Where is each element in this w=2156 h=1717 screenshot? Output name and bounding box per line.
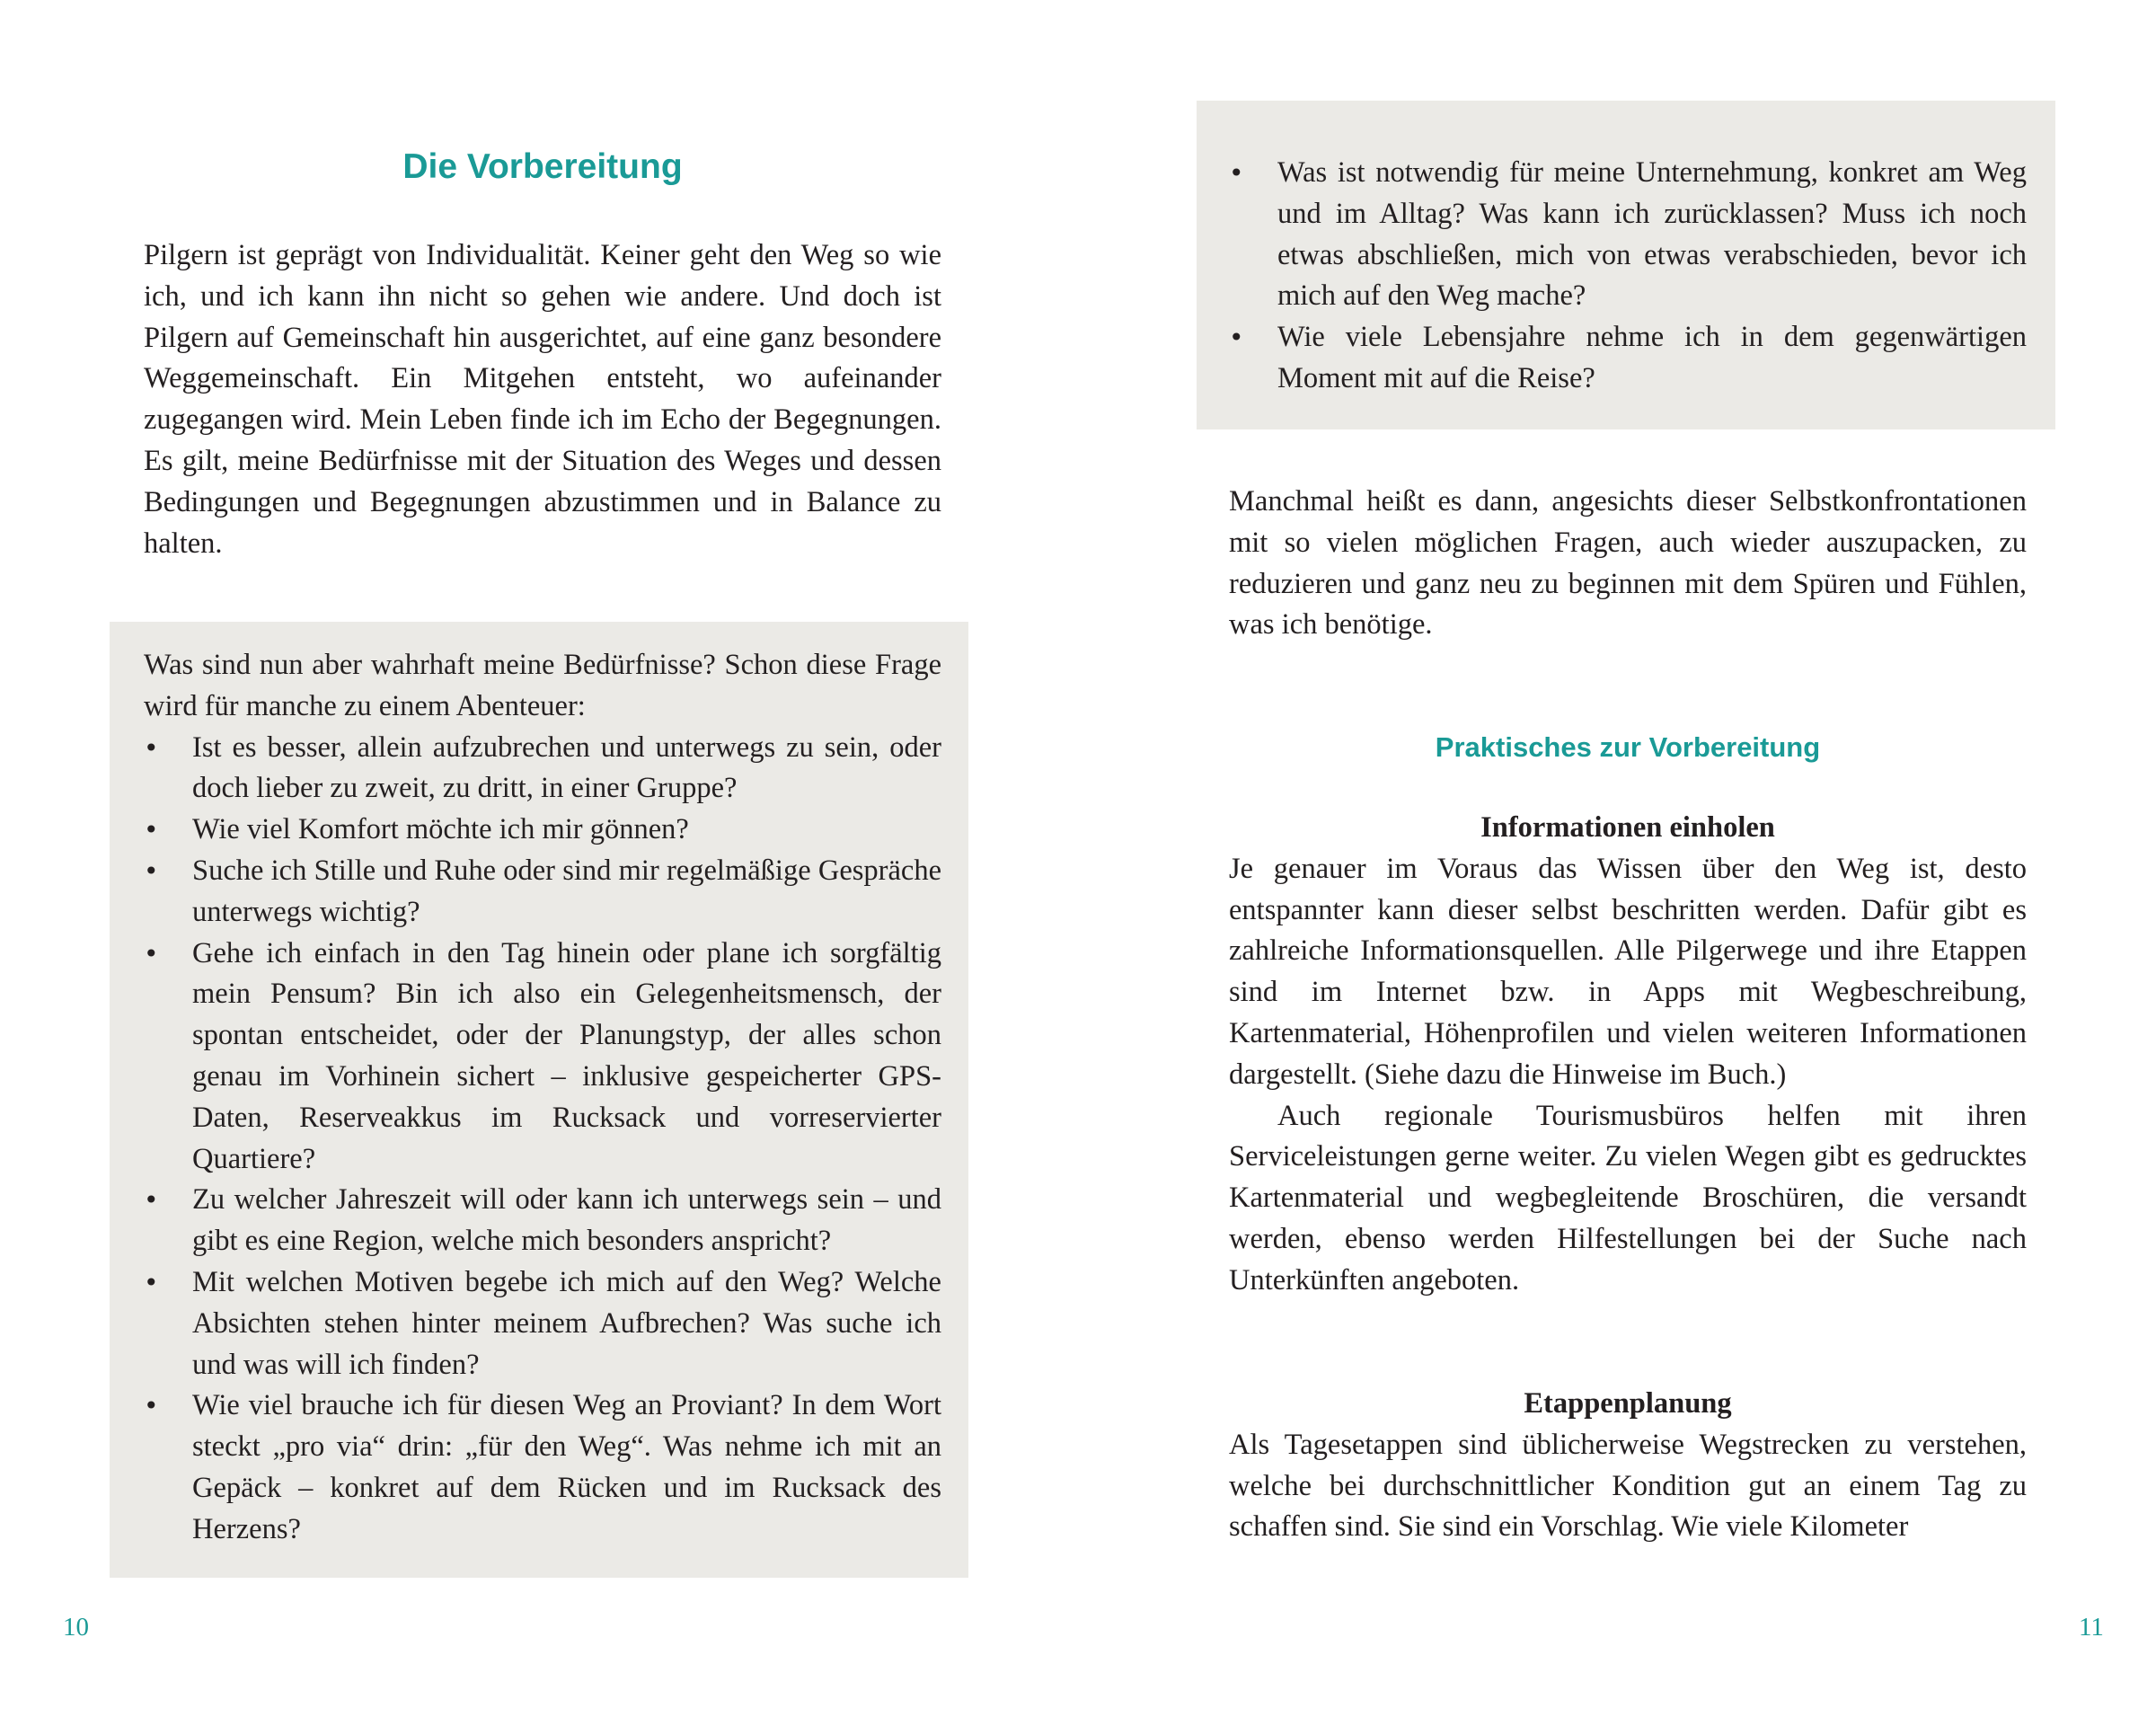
list-item: • Mit welchen Motiven begebe ich mich auf den Weg? Welche Absichten stehen hinter meinem Aufbrechen? Was suche ich und was will ich finden? [144,1262,941,1385]
page-number: 11 [2079,1613,2104,1642]
list-item: • Ist es besser, allein aufzubrechen und unterwegs zu sein, oder doch lieber zu zweit, zu dritt, in einer Gruppe? [144,728,941,810]
list-item: • Was ist notwendig für meine Unternehmung, konkret am Weg und im Alltag? Was kann ich zurücklassen? Muss ich noch etwas abschließen, mich von etwas verabschieden, bevor ich mich auf den Weg mache? [1229,153,2027,317]
intro-paragraph: Pilgern ist geprägt von Individualität. Keiner geht den Weg so wie ich, und ich kann ihn nicht so gehen wie andere. Und doch ist Pilgern auf Gemeinschaft hin ausgerichtet, auf eine ganz besondere Weggemeinschaft. Ein Mitgehen entsteht, wo aufeinander zugegangen wird. Mein Leben finde ich im Echo der Begegnungen. Es gilt, meine Bedürfnisse mit der Situation des Weges und dessen Bedingungen und Begegnungen abzustimmen und in Balance zu halten. [144,239,941,560]
body-paragraph: Als Tagesetappen sind üblicherweise Wegstrecken zu verstehen, welche bei durchschnittlicher Kondition gut an einem Tag zu schaffen sind. Sie sind ein Vorschlag. Wie viele Kilometer [1229,1428,2027,1544]
body-paragraph: Je genauer im Voraus das Wissen über den Weg ist, desto entspannter kann dieser selbst beschritten werden. Dafür gibt es zahlreiche Informationsquellen. Alle Pilgerwege und ihre Etappen sind im Internet bzw. in Apps mit Wegbeschreibung, Kartenmaterial, Höhenprofilen und vielen weiteren Informationen dargestellt. (Siehe dazu die Hinweise im Buch.) [1229,852,2027,1091]
questions-box [110,622,968,1578]
list-item: • Suche ich Stille und Ruhe oder sind mir regelmäßige Gespräche unterwegs wichtig? [144,851,941,934]
list-item: • Wie viele Lebensjahre nehme ich in dem gegenwärtigen Moment mit auf die Reise? [1229,317,2027,400]
info-section [1229,808,2027,1302]
list-item: • Zu welcher Jahreszeit will oder kann ich unterwegs sein – und gibt es eine Region, welche mich besonders anspricht? [144,1180,941,1262]
bullet-icon: • [144,1391,159,1421]
bullet-icon: • [144,938,159,969]
questions-list [144,728,941,1551]
bullet-icon: • [1229,158,1244,188]
questions-list [1229,153,2027,400]
list-item: • Wie viel Komfort möchte ich mir gönnen? [144,810,941,851]
list-item: • Gehe ich einfach in den Tag hinein oder plane ich sorgfältig mein Pensum? Bin ich also ein Gelegenheitsmensch, der spontan entscheidet, oder der Planungstyp, der alles schon genau im Vorhinein sichert – inklusive gespeicherter GPS-Daten, Reserveakkus im Rucksack und vorreservierter Quartiere? [144,934,941,1181]
body-paragraph: Manchmal heißt es dann, angesichts dieser Selbstkonfrontationen mit so vielen möglichen Fragen, auch wieder auszupacken, zu reduzieren und ganz neu zu beginnen mit dem Spüren und Fühlen, was ich benötige. [1229,485,2027,642]
page-number: 10 [63,1613,89,1642]
list-item: • Wie viel brauche ich für diesen Weg an Proviant? In dem Wort steckt „pro via“ drin: „für den Weg“. Was nehme ich mit an Gepäck – konkret auf dem Rücken und im Rucksack des Herzens? [144,1385,941,1550]
bullet-icon: • [1229,323,1244,353]
questions-box-continued [1197,101,2055,429]
subsection-title: Etappenplanung [1524,1387,1732,1420]
bullet-icon: • [144,1267,159,1297]
bullet-icon: • [144,732,159,763]
bullet-icon: • [144,1185,159,1216]
subsection-title: Informationen einholen [1480,811,1775,844]
chapter-heading: Die Vorbereitung [402,147,683,186]
body-paragraph: Auch regionale Tourismusbüros helfen mit ihren Serviceleistungen gerne weiter. Zu vielen Wegen gibt es gedrucktes Kartenmaterial und wegbegleitende Broschüren, die versandt werden, ebenso werden Hilfestellungen bei der Suche nach Unterkünften angeboten. [1229,1099,2027,1297]
bullet-icon: • [144,815,159,845]
etappen-section [1229,1384,2027,1548]
bullet-icon: • [144,855,159,886]
section-heading: Praktisches zur Vorbereitung [1435,731,1821,763]
questions-intro: Was sind nun aber wahrhaft meine Bedürfnisse? Schon diese Frage wird für manche zu einem Abenteuer: [144,649,941,722]
right-page [1078,0,2156,1717]
